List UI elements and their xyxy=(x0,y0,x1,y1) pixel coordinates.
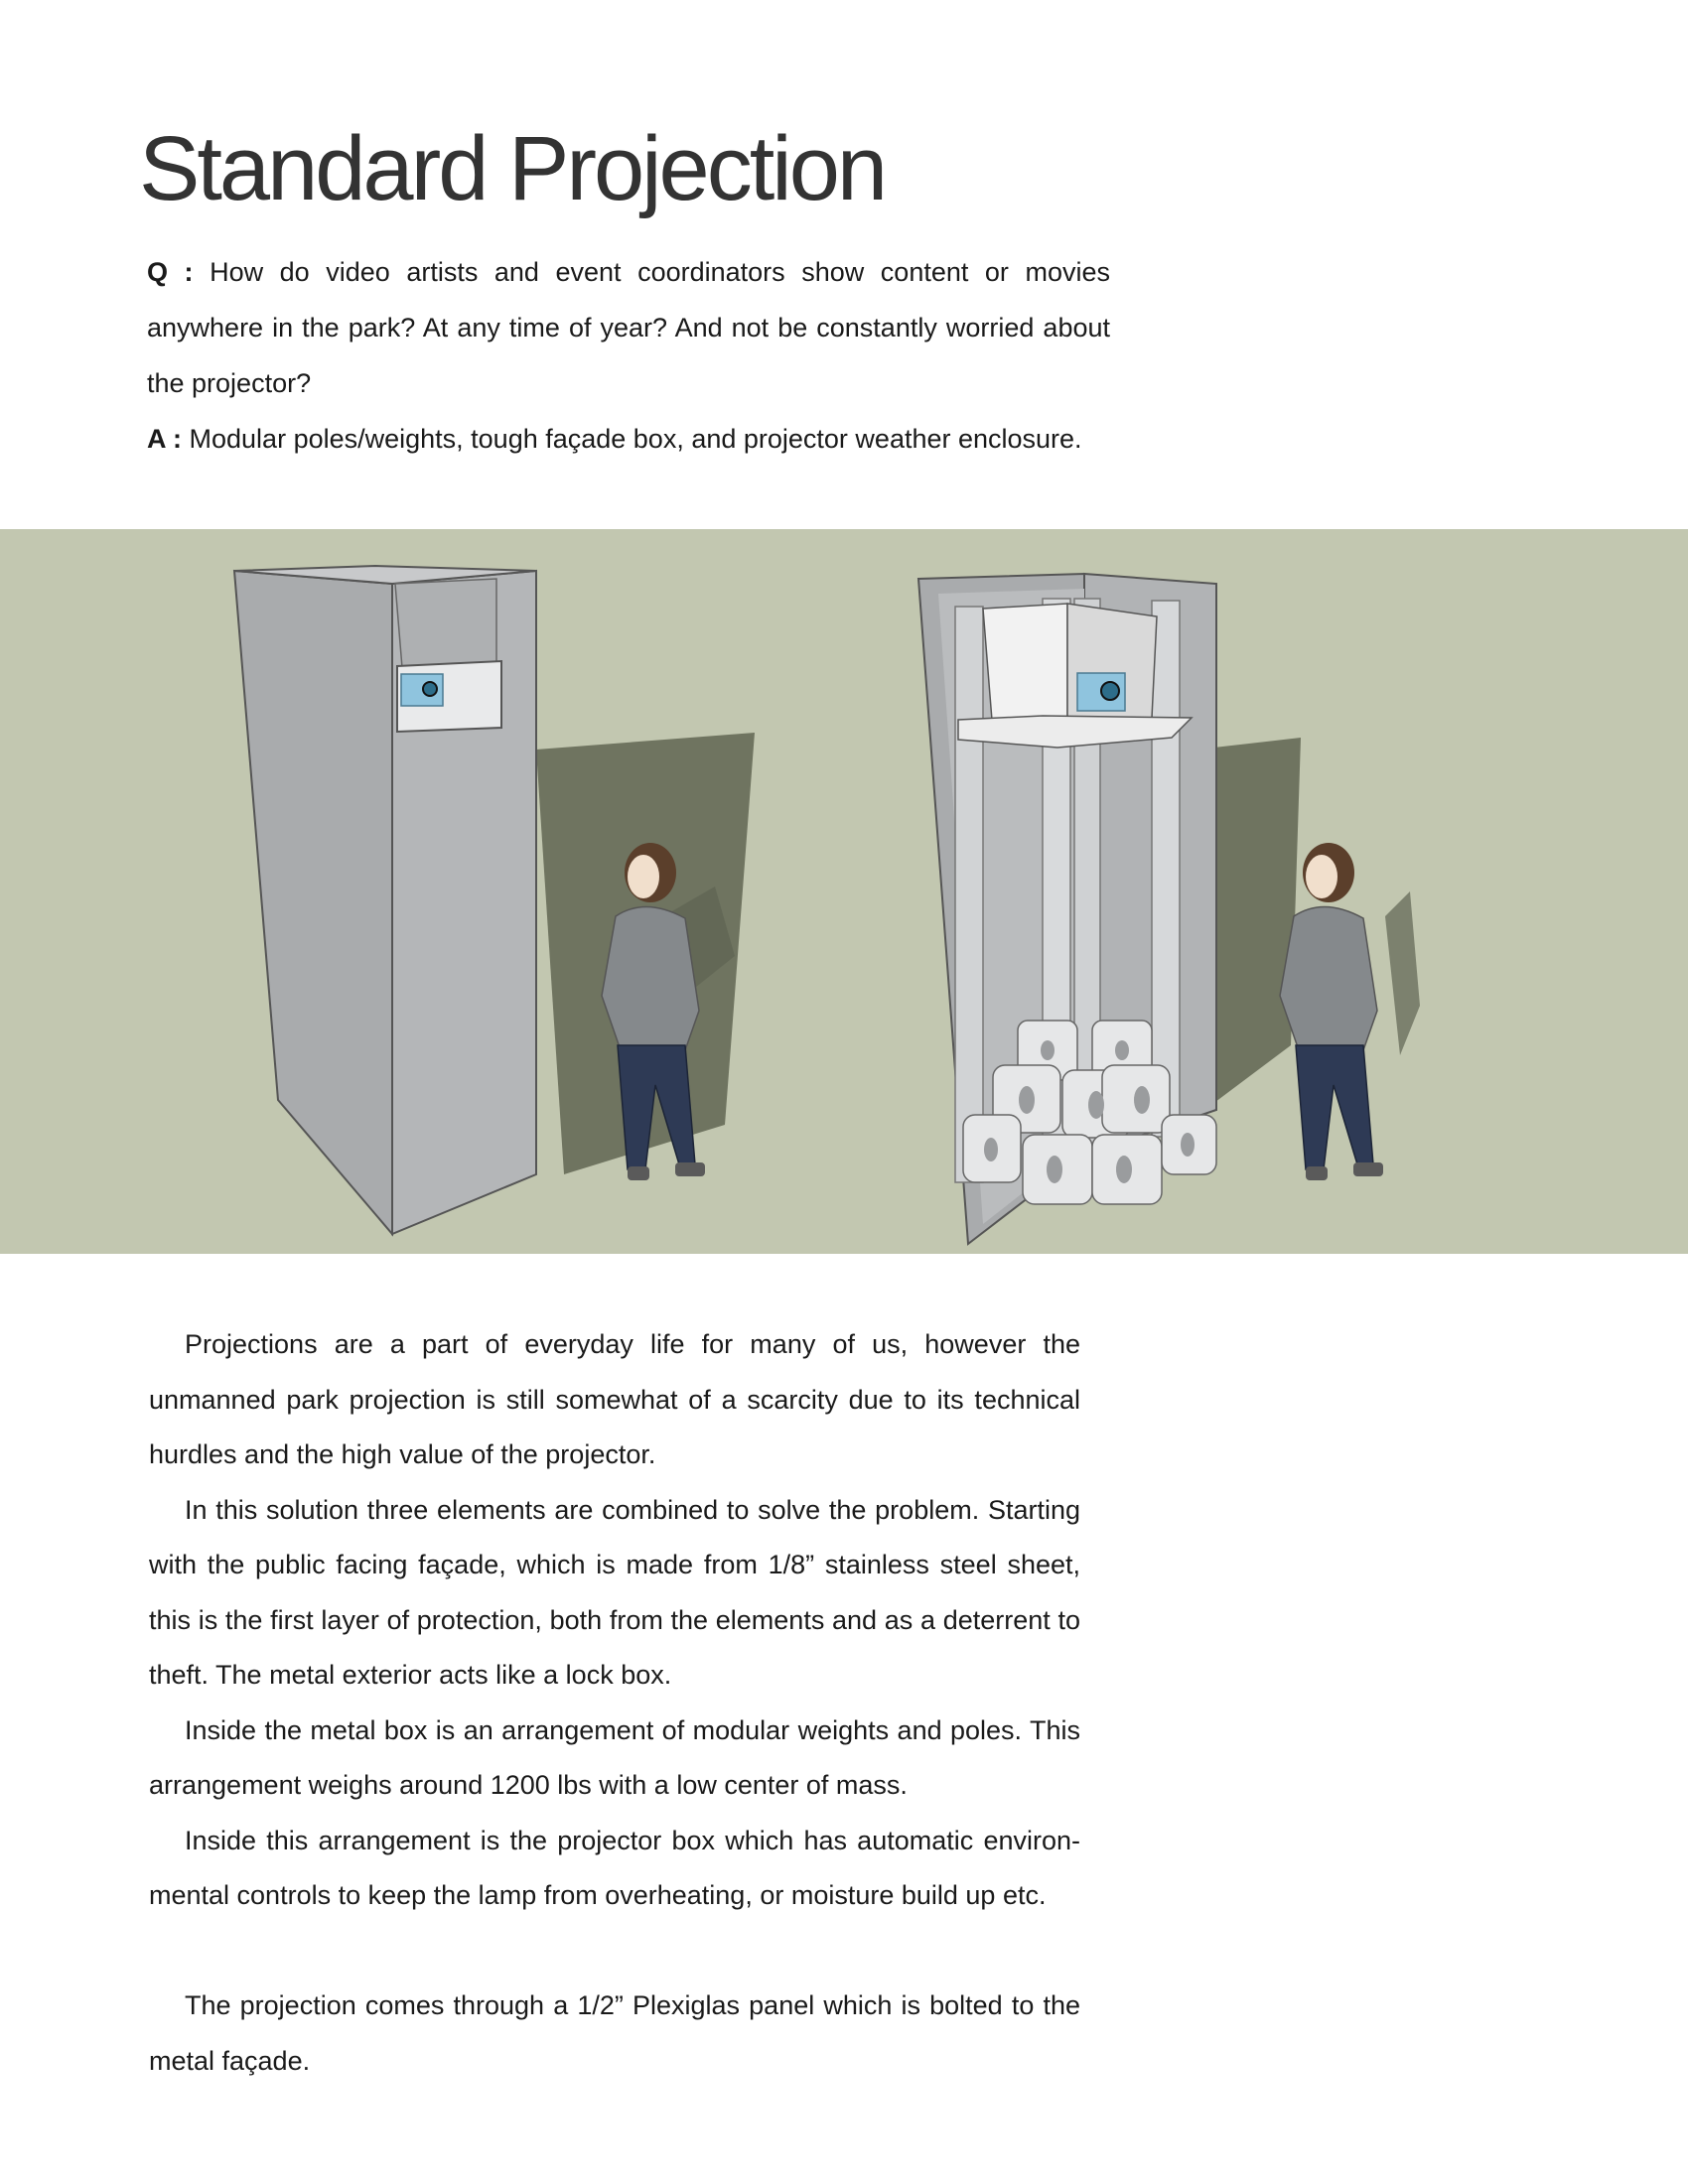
paragraph: The projection comes through a 1/2” Plexiglas panel which is bolted to the metal façade. xyxy=(149,1990,1080,2076)
answer xyxy=(147,411,1110,467)
paragraph: In this solution three elements are combined to solve the problem. Starting with the public facing façade, which is made from 1/8” stainless steel sheet, this is the first layer of protection, both from the elements and as a deterrent to theft. The metal exterior acts like a lock box. xyxy=(149,1494,1080,1690)
projector-lens-icon xyxy=(1101,682,1119,700)
body-text xyxy=(149,1317,1080,2089)
box-left-side xyxy=(234,571,392,1234)
question-text: How do video artists and event coordinators show content or movies anywhere in the park? At any time of year? And not be constantly worried about the projector? xyxy=(147,257,1110,398)
paragraph: Inside this arrangement is the projector box which has automatic environ-mental controls to keep the lamp from overheating, or moisture build up etc. xyxy=(149,1825,1080,1910)
answer-label: A : xyxy=(147,424,182,454)
pole-4 xyxy=(1152,601,1180,1137)
paragraph: Inside the metal box is an arrangement of modular weights and poles. This arrangement weighs around 1200 lbs with a low center of mass. xyxy=(149,1714,1080,1800)
paragraph: Projections are a part of everyday life for many of us, however the unmanned park projection is still somewhat of a scarcity due to its technical hurdles and the high value of the projector. xyxy=(149,1329,1080,1469)
person-sweater xyxy=(602,906,699,1050)
person-shoe-left xyxy=(628,1166,649,1180)
person-jeans xyxy=(1296,1045,1373,1169)
question-label: Q : xyxy=(147,257,194,287)
person-figure-right xyxy=(1280,843,1420,1180)
question-answer-block xyxy=(147,244,1110,467)
page-title: Standard Projection xyxy=(139,118,886,219)
person-shoe-left xyxy=(1306,1166,1328,1180)
answer-text: Modular poles/weights, tough façade box, and projector weather enclosure. xyxy=(189,424,1082,454)
person-shadow xyxy=(1385,891,1420,1055)
illustration-svg xyxy=(0,529,1688,1254)
person-shoe-right xyxy=(1353,1162,1383,1176)
person-sweater xyxy=(1280,906,1377,1050)
illustration-panel xyxy=(0,529,1688,1254)
cutaway-box xyxy=(918,574,1301,1244)
person-face xyxy=(628,855,659,898)
person-face xyxy=(1306,855,1337,898)
pole-1 xyxy=(955,607,983,1182)
person-shoe-right xyxy=(675,1162,705,1176)
projector-lens-icon xyxy=(423,682,437,696)
question xyxy=(147,244,1110,411)
projector-box-side xyxy=(983,604,1067,733)
